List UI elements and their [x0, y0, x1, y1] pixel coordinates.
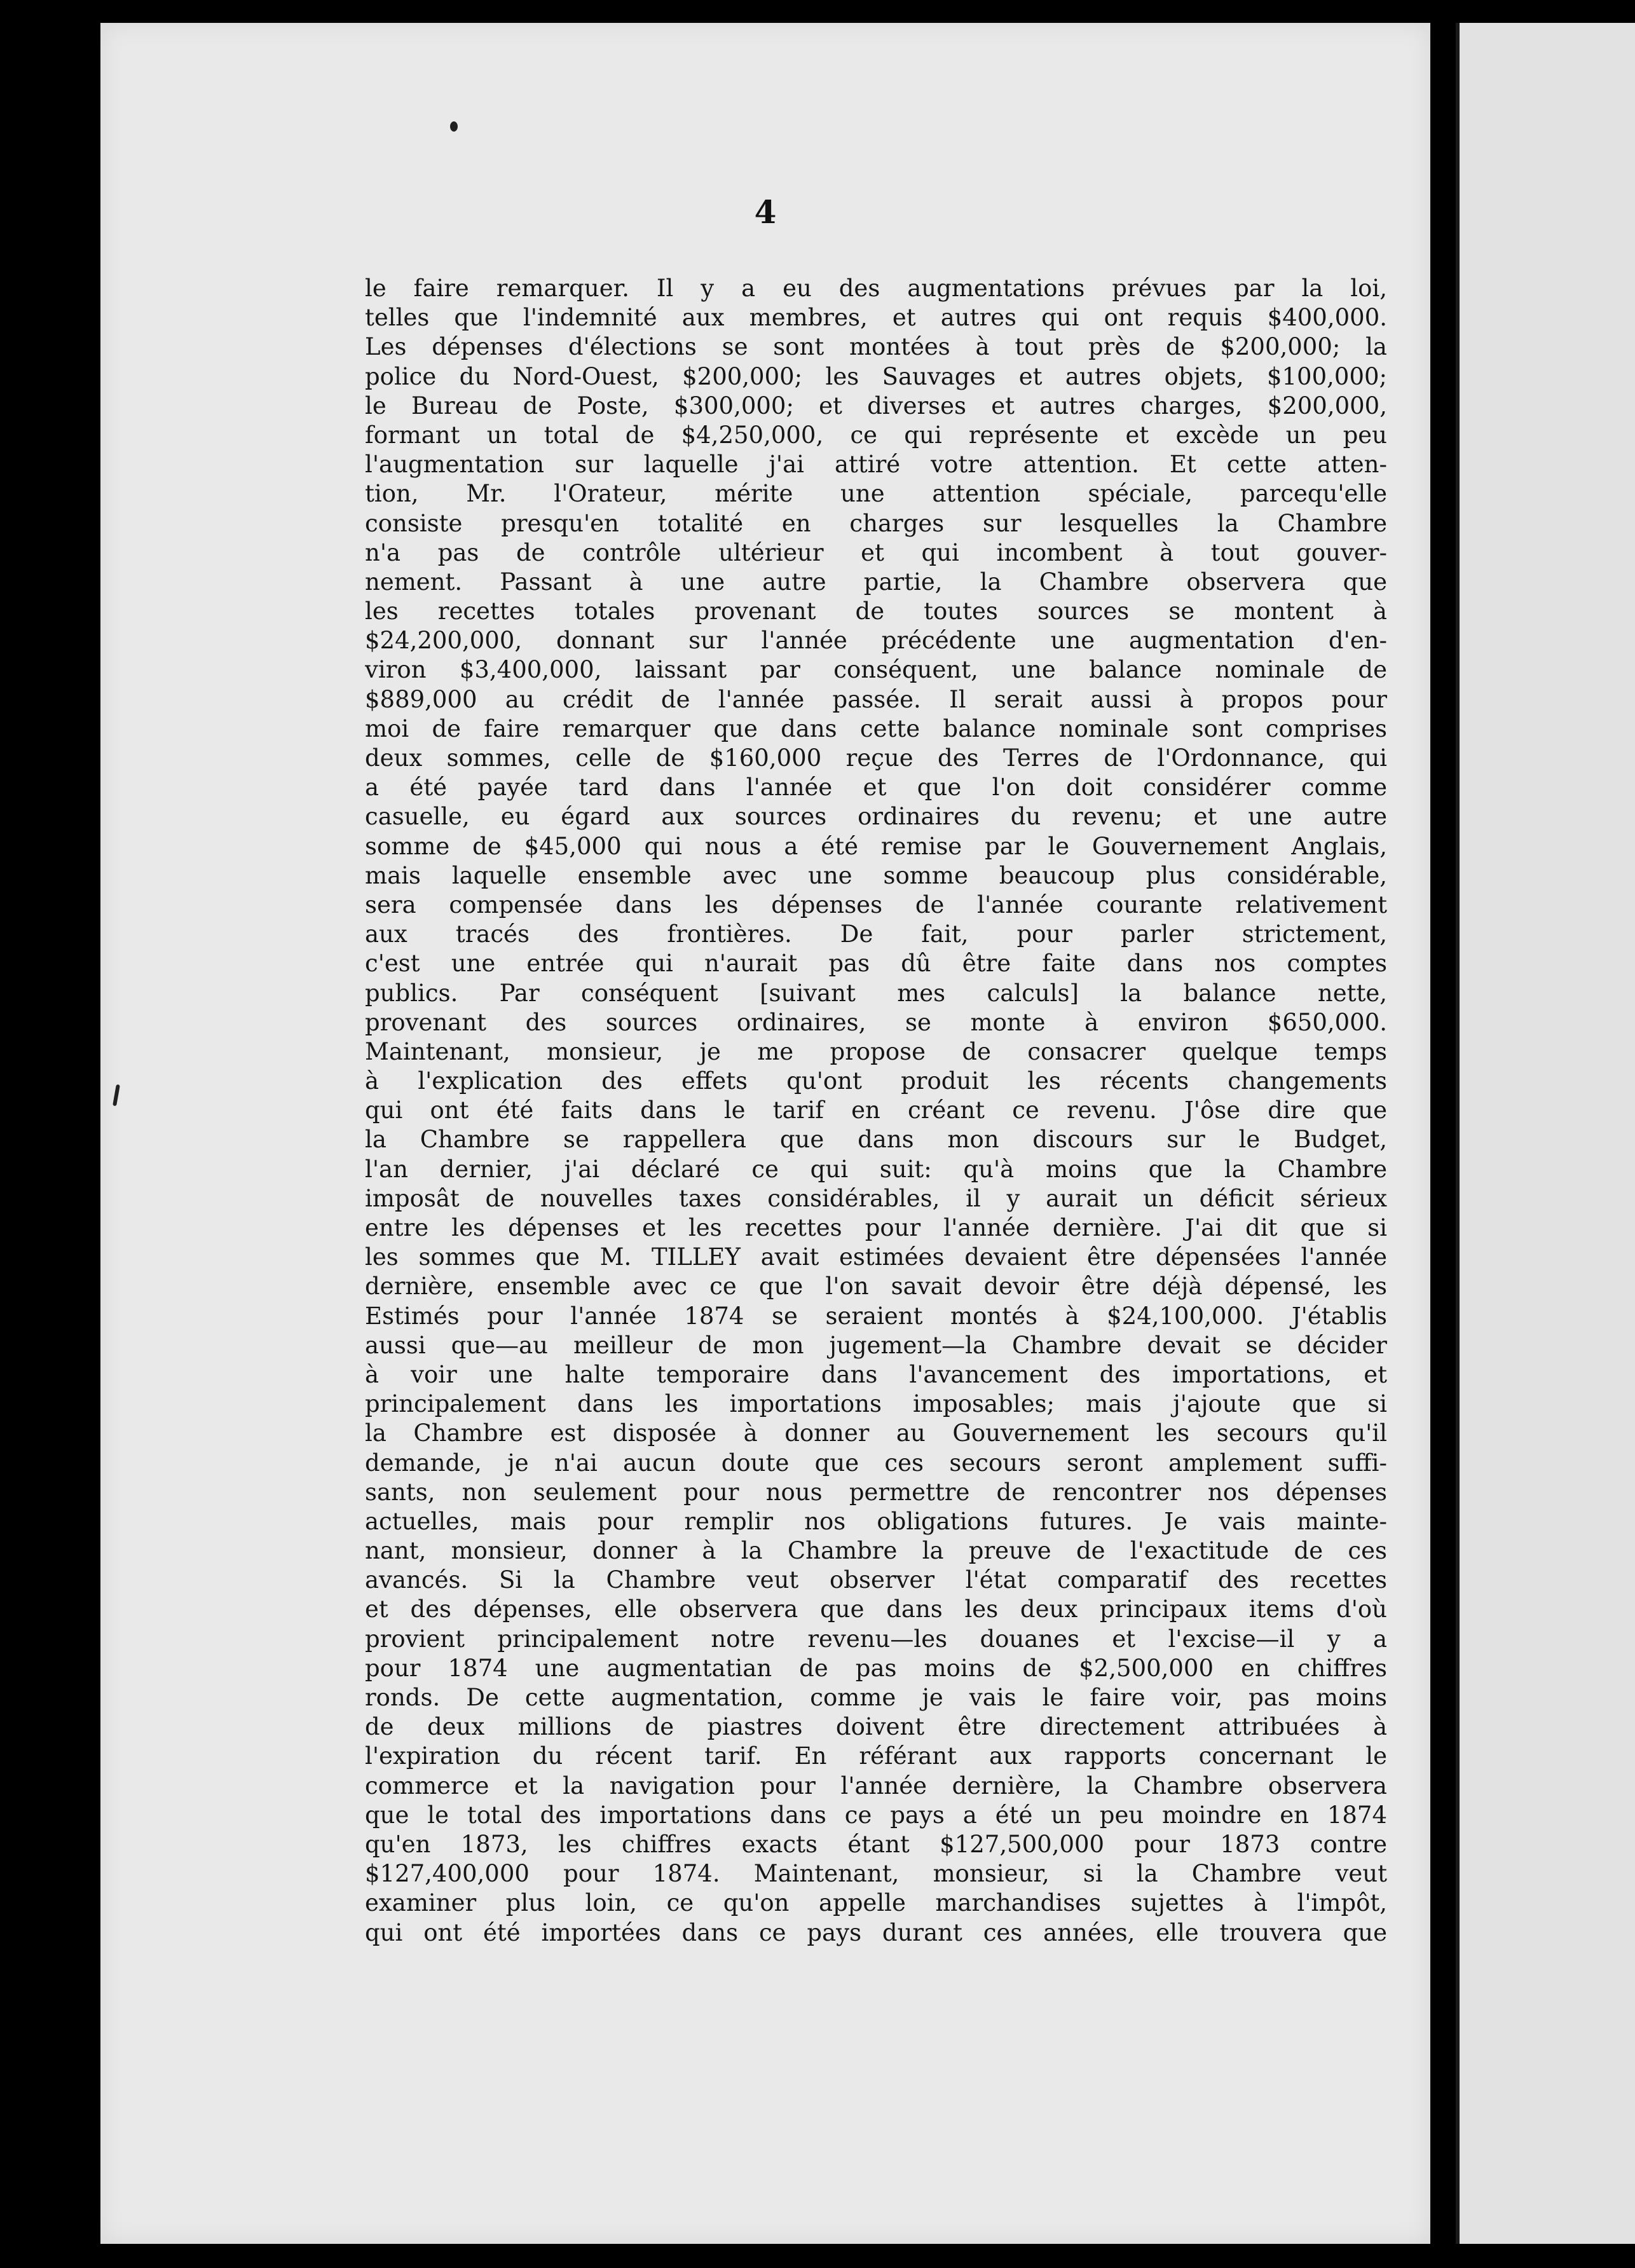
text-line: imposât de nouvelles taxes considérables, il y aurait un déficit sérieux [365, 1184, 1387, 1212]
text-line: actuelles, mais pour remplir nos obligations futures. Je vais mainte- [365, 1507, 1387, 1535]
text-line: qui ont été importées dans ce pays durant ces années, elle trouvera que [365, 1918, 1387, 1946]
text-line: telles que l'indemnité aux membres, et autres qui ont requis $400,000. [365, 304, 1387, 332]
text-line: nement. Passant à une autre partie, la Chambre observera que [365, 568, 1387, 596]
text-line: à voir une halte temporaire dans l'avancement des importations, et [365, 1360, 1387, 1388]
text-line: deux sommes, celle de $160,000 reçue des Terres de l'Ordonnance, qui [365, 744, 1387, 772]
text-line: police du Nord-Ouest, $200,000; les Sauvages et autres objets, $100,000; [365, 362, 1387, 390]
text-line: moi de faire remarquer que dans cette balance nominale sont comprises [365, 714, 1387, 742]
adjacent-page-edge [1456, 23, 1635, 2244]
text-line: Les dépenses d'élections se sont montées à tout près de $200,000; la [365, 333, 1387, 361]
text-line: avancés. Si la Chambre veut observer l'état comparatif des recettes [365, 1566, 1387, 1594]
text-line: somme de $45,000 qui nous a été remise par le Gouvernement Anglais, [365, 832, 1387, 860]
text-line: qui ont été faits dans le tarif en créant ce revenu. J'ôse dire que [365, 1096, 1387, 1124]
text-line: que le total des importations dans ce pays a été un peu moindre en 1874 [365, 1801, 1387, 1829]
text-line: publics. Par conséquent [suivant mes calculs] la balance nette, [365, 979, 1387, 1007]
text-line: aussi que—au meilleur de mon jugement—la Chambre devait se décider [365, 1331, 1387, 1359]
ink-speck [113, 1084, 120, 1107]
text-line: l'expiration du récent tarif. En référant aux rapports concernant le [365, 1742, 1387, 1770]
text-line: à l'explication des effets qu'ont produit les récents changements [365, 1067, 1387, 1095]
text-line: la Chambre est disposée à donner au Gouvernement les secours qu'il [365, 1419, 1387, 1447]
text-line: sants, non seulement pour nous permettre de rencontrer nos dépenses [365, 1478, 1387, 1506]
text-line: le faire remarquer. Il y a eu des augmentations prévues par la loi, [365, 275, 1387, 302]
text-line: l'an dernier, j'ai déclaré ce qui suit: qu'à moins que la Chambre [365, 1155, 1387, 1183]
text-line: les recettes totales provenant de toutes sources se montent à [365, 598, 1387, 625]
text-line: le Bureau de Poste, $300,000; et diverses et autres charges, $200,000, [365, 392, 1387, 420]
text-line: et des dépenses, elle observera que dans les deux principaux items d'où [365, 1595, 1387, 1623]
text-line: viron $3,400,000, laissant par conséquent, une balance nominale de [365, 656, 1387, 684]
text-line: formant un total de $4,250,000, ce qui représente et excède un peu [365, 421, 1387, 449]
text-line: demande, je n'ai aucun doute que ces secours seront amplement suffi- [365, 1449, 1387, 1477]
text-line: $127,400,000 pour 1874. Maintenant, monsieur, si la Chambre veut [365, 1860, 1387, 1888]
text-line: la Chambre se rappellera que dans mon discours sur le Budget, [365, 1126, 1387, 1154]
body-text [365, 274, 1387, 1948]
text-line: provenant des sources ordinaires, se monte à environ $650,000. [365, 1008, 1387, 1036]
text-line: c'est une entrée qui n'aurait pas dû être faite dans nos comptes [365, 950, 1387, 978]
text-line: dernière, ensemble avec ce que l'on savait devoir être déjà dépensé, les [365, 1273, 1387, 1301]
text-line: provient principalement notre revenu—les douanes et l'excise—il y a [365, 1625, 1387, 1653]
text-line: casuelle, eu égard aux sources ordinaires du revenu; et une autre [365, 803, 1387, 831]
text-line: examiner plus loin, ce qu'on appelle marchandises sujettes à l'impôt, [365, 1889, 1387, 1917]
text-line: Maintenant, monsieur, je me propose de consacrer quelque temps [365, 1037, 1387, 1065]
text-line: ronds. De cette augmentation, comme je vais le faire voir, pas moins [365, 1684, 1387, 1711]
text-line: entre les dépenses et les recettes pour l'année dernière. J'ai dit que si [365, 1214, 1387, 1241]
text-line: l'augmentation sur laquelle j'ai attiré votre attention. Et cette atten- [365, 451, 1387, 479]
text-line: Estimés pour l'année 1874 se seraient montés à $24,100,000. J'établis [365, 1302, 1387, 1330]
text-line: tion, Mr. l'Orateur, mérite une attention spéciale, parcequ'elle [365, 480, 1387, 508]
text-line: sera compensée dans les dépenses de l'année courante relativement [365, 891, 1387, 919]
text-line: commerce et la navigation pour l'année dernière, la Chambre observera [365, 1772, 1387, 1800]
text-line: pour 1874 une augmentatian de pas moins de $2,500,000 en chiffres [365, 1654, 1387, 1682]
text-line: les sommes que M. TILLEY avait estimées devaient être dépensées l'année [365, 1243, 1387, 1271]
text-line: n'a pas de contrôle ultérieur et qui incombent à tout gouver- [365, 538, 1387, 566]
text-line: $24,200,000, donnant sur l'année précédente une augmentation d'en- [365, 627, 1387, 655]
text-line: de deux millions de piastres doivent être directement attribuées à [365, 1713, 1387, 1741]
text-line: aux tracés des frontières. De fait, pour parler strictement, [365, 920, 1387, 948]
text-line: consiste presqu'en totalité en charges sur lesquelles la Chambre [365, 509, 1387, 537]
text-line: nant, monsieur, donner à la Chambre la preuve de l'exactitude de ces [365, 1537, 1387, 1565]
page-number: 4 [754, 193, 777, 231]
text-line: principalement dans les importations imposables; mais j'ajoute que si [365, 1390, 1387, 1418]
scanned-page [100, 23, 1430, 2244]
text-line: $889,000 au crédit de l'année passée. Il serait aussi à propos pour [365, 685, 1387, 713]
text-line: mais laquelle ensemble avec une somme beaucoup plus considérable, [365, 861, 1387, 889]
text-line: a été payée tard dans l'année et que l'on doit considérer comme [365, 774, 1387, 802]
text-line: qu'en 1873, les chiffres exacts étant $127,500,000 pour 1873 contre [365, 1830, 1387, 1858]
ink-speck [450, 121, 458, 132]
